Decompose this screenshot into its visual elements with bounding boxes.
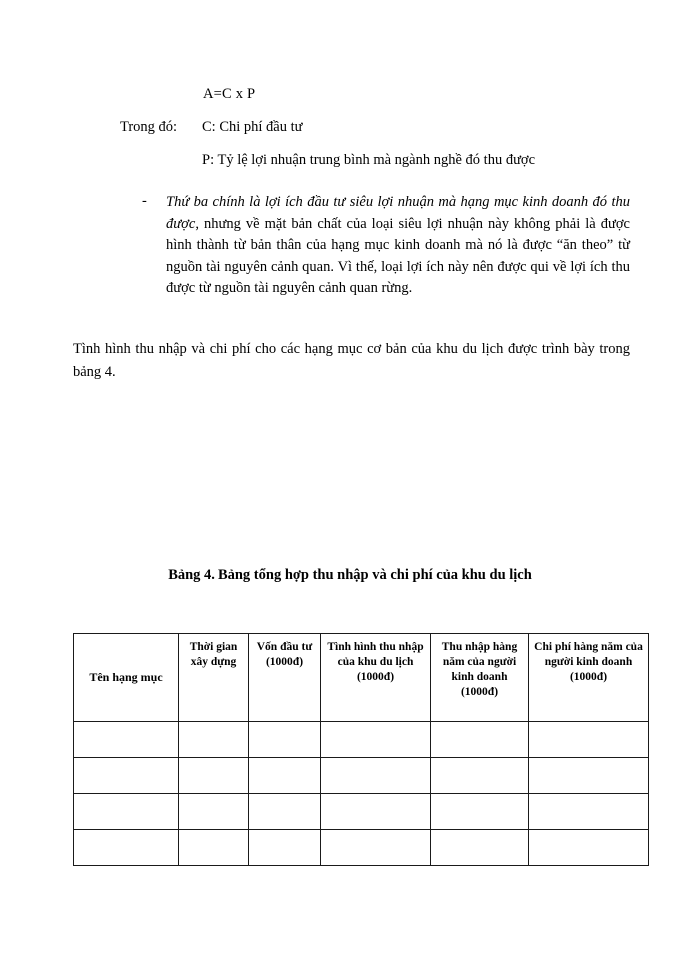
table-cell[interactable] [179, 758, 249, 794]
table-cell[interactable] [529, 758, 649, 794]
table-cell[interactable] [74, 830, 179, 866]
table-cell[interactable] [529, 722, 649, 758]
table-cell[interactable] [74, 722, 179, 758]
table-cell[interactable] [74, 758, 179, 794]
table-caption [0, 567, 700, 584]
bullet-item [142, 192, 630, 300]
table-cell[interactable] [249, 722, 321, 758]
table-header-cell-4: Thu nhập hàng năm của người kinh doanh (1000đ) [431, 634, 529, 722]
body-paragraph: Tình hình thu nhập và chi phí cho các hạng mục cơ bản của khu du lịch được trình bày trong bảng 4. [73, 341, 630, 380]
table-cell[interactable] [179, 794, 249, 830]
definition-text-p: P: Tỷ lệ lợi nhuận trung bình mà ngành nghề đó thu được [202, 152, 536, 168]
bullet-paragraph [166, 192, 630, 300]
table-cell[interactable] [529, 830, 649, 866]
table-header-cell-1: Thời gian xây dựng [179, 634, 249, 722]
table-cell[interactable] [179, 722, 249, 758]
table-cell[interactable] [321, 722, 431, 758]
table-cell[interactable] [431, 830, 529, 866]
table-cell[interactable] [321, 758, 431, 794]
bullet-regular-segment: , nhưng về mặt bản chất của loại siêu lợi nhuận này không phải là được hình thành từ bản thân của hạng mục kinh doanh mà nó là được “ăn theo” từ nguồn tài nguyên cảnh quan. Vì thế, loại lợi ích này nên được qui về lợi ích thu được từ nguồn tài nguyên cảnh quan rừng. [166, 215, 630, 297]
table-row [74, 830, 649, 866]
table-row [74, 758, 649, 794]
table-cell[interactable] [179, 830, 249, 866]
definition-row-c [120, 119, 303, 136]
table-cell[interactable] [321, 794, 431, 830]
table-row [74, 794, 649, 830]
definition-intro-label: Trong đó: [120, 119, 178, 135]
table-body [74, 722, 649, 866]
bullet-dash-marker: - [142, 193, 147, 209]
table-header-cell-5: Chi phí hàng năm của người kinh doanh (1000đ) [529, 634, 649, 722]
summary-table [73, 633, 649, 866]
table-caption-text: Bảng tổng hợp thu nhập và chi phí của khu du lịch [217, 567, 532, 583]
table-cell[interactable] [74, 794, 179, 830]
table-header-cell-3: Tình hình thu nhập của khu du lịch (1000đ) [321, 634, 431, 722]
table-cell[interactable] [431, 758, 529, 794]
table-cell[interactable] [249, 794, 321, 830]
table-cell[interactable] [431, 722, 529, 758]
table-header-cell-0: Tên hạng mục [74, 634, 179, 722]
table-caption-number: Bảng 4. [168, 567, 215, 583]
table-header-row [74, 634, 649, 722]
table-cell[interactable] [529, 794, 649, 830]
table-header [74, 634, 649, 722]
bullet-italic-segment: Thứ ba chính là lợi ích đầu tư siêu lợi nhuận mà hạng mục kinh doanh đó thu được [166, 194, 630, 232]
definition-text-c: C: Chi phí đầu tư [202, 119, 303, 135]
table-row [74, 722, 649, 758]
table-cell[interactable] [431, 794, 529, 830]
table-cell[interactable] [249, 830, 321, 866]
table-header-cell-2: Vốn đầu tư (1000đ) [249, 634, 321, 722]
table-cell[interactable] [249, 758, 321, 794]
formula-expression: A=C x P [203, 86, 256, 102]
table-cell[interactable] [321, 830, 431, 866]
